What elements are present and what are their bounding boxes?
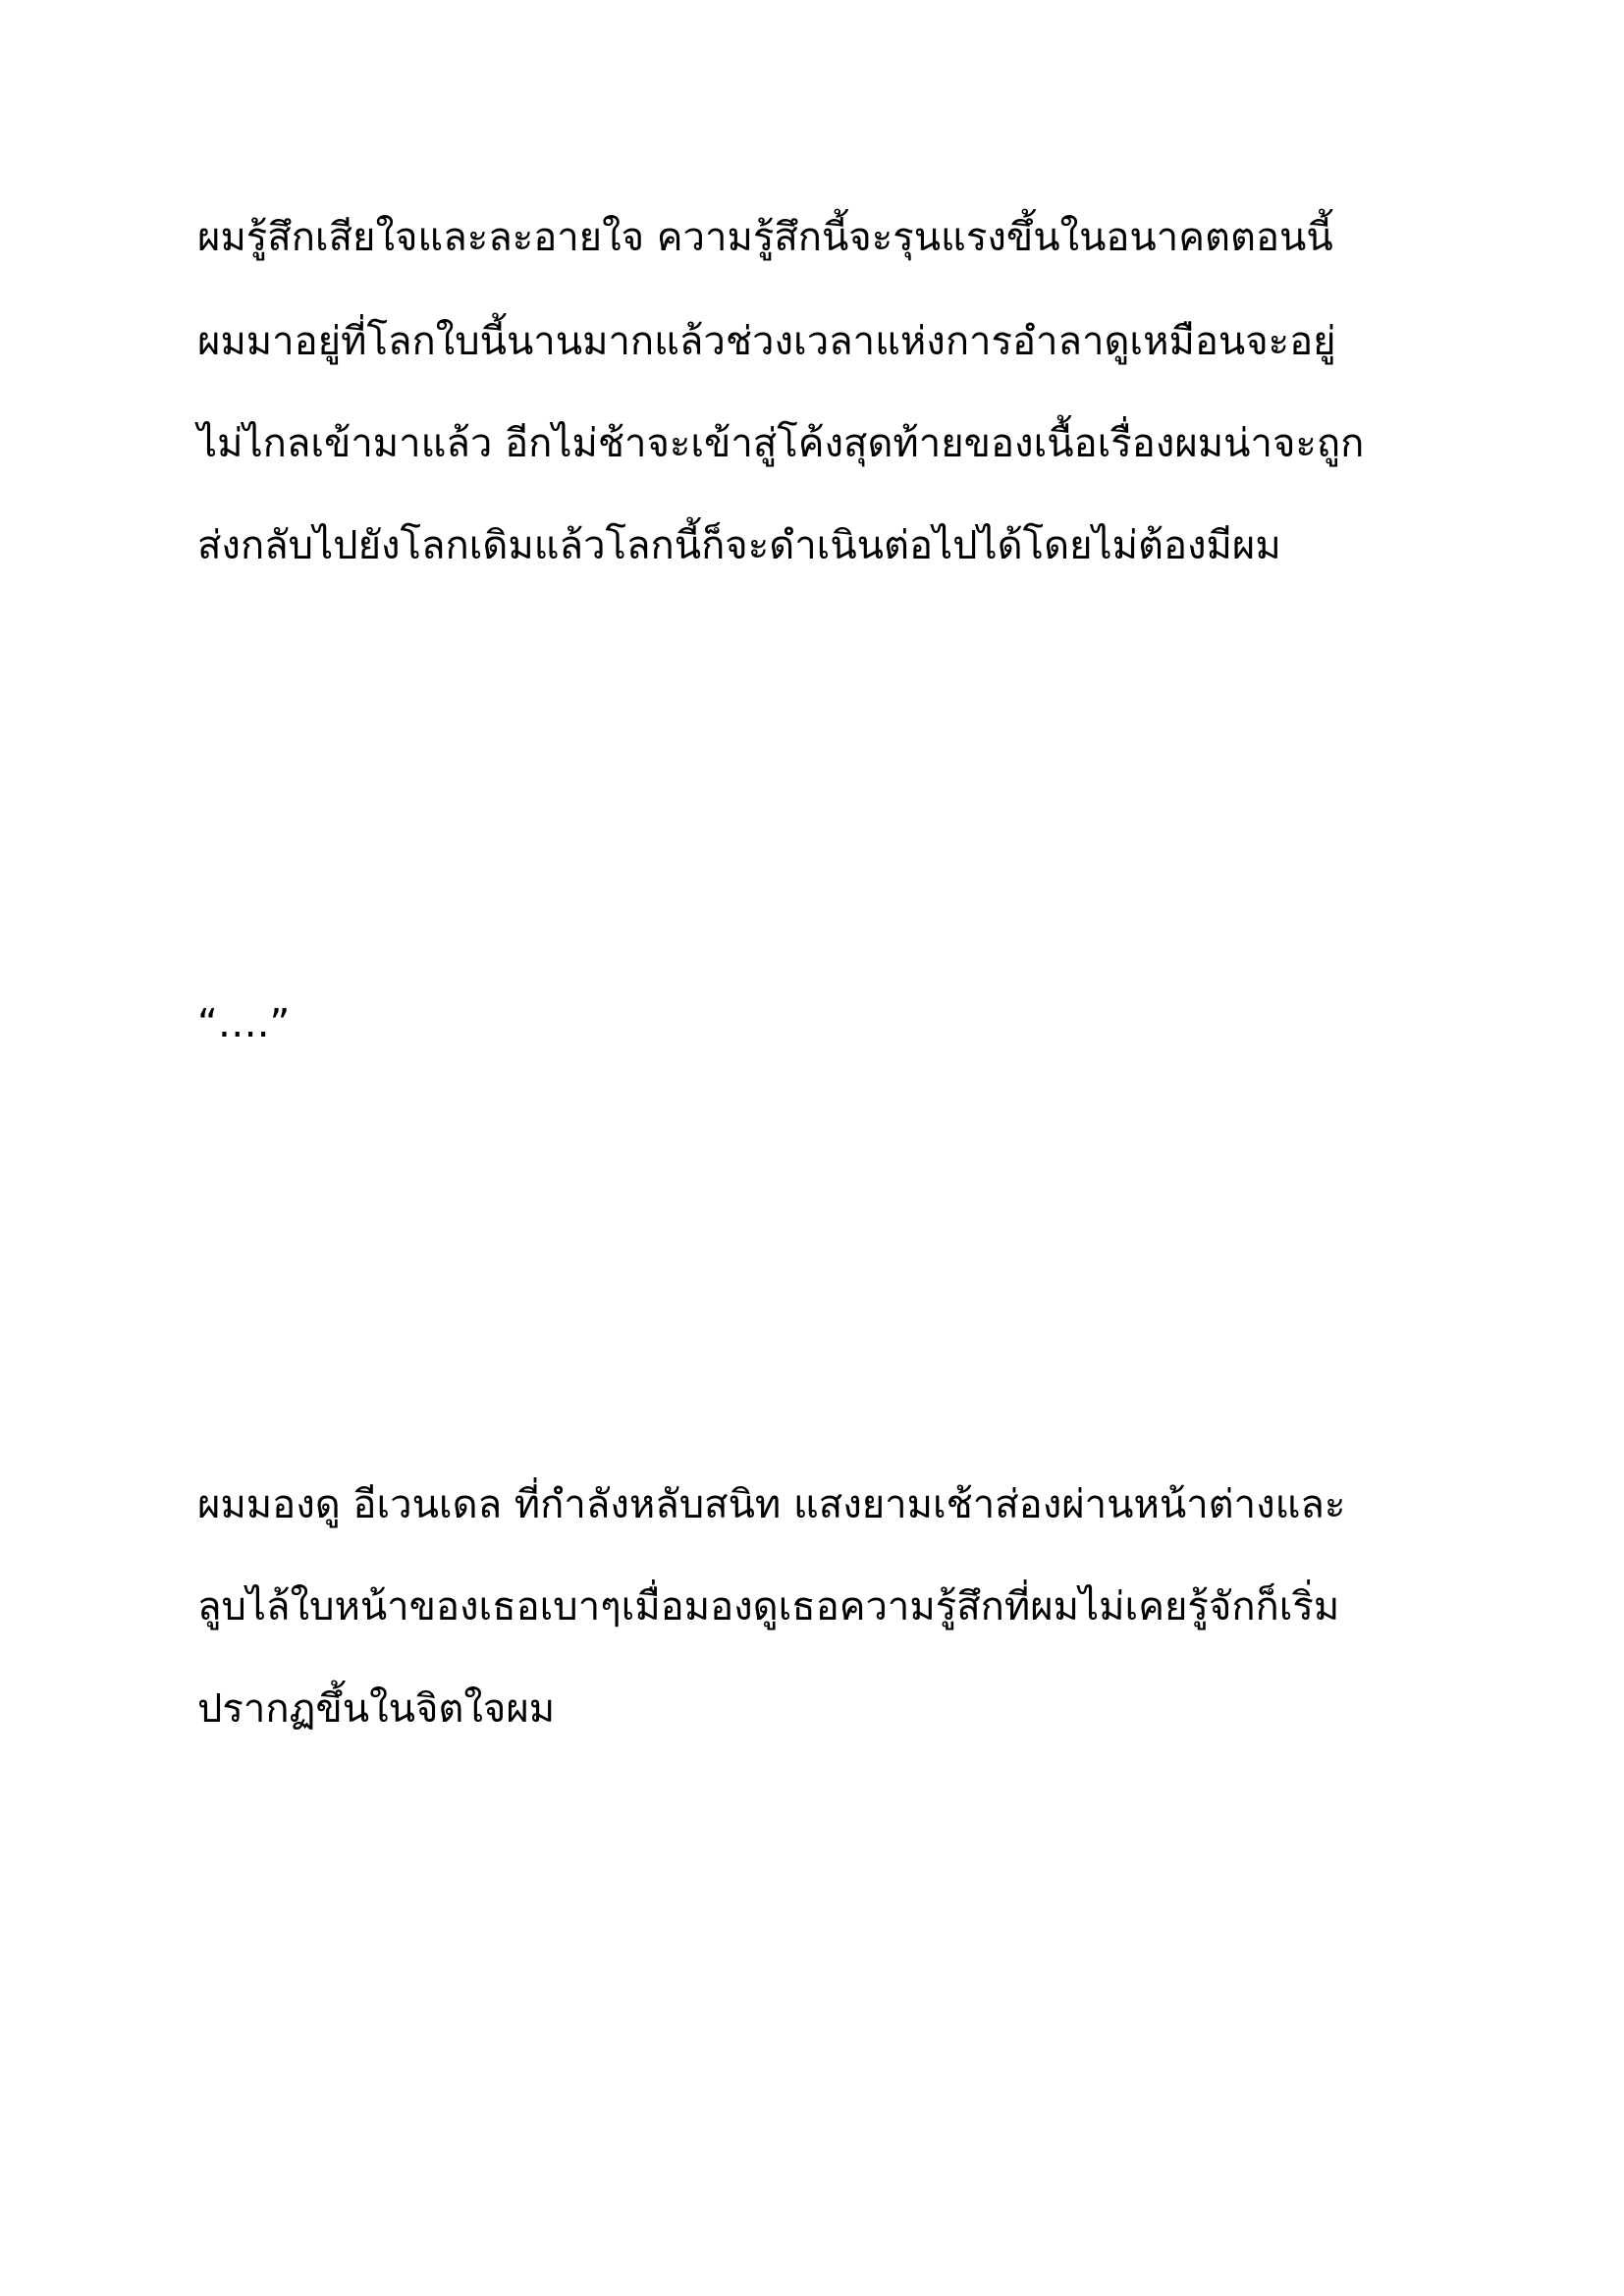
paragraph-2-line-3: ปรากฏขึ้นในจิตใจผม: [197, 1686, 556, 1732]
paragraph-2-line-2: ลูบไล้ใบหน้าของเธอเบาๆเมื่อมองดูเธอความรู้สึกที่ผมไม่เคยรู้จักก็เริ่ม: [197, 1584, 1340, 1629]
paragraph-1-line-1: ผมรู้สึกเสียใจและละอายใจ ความรู้สึกนี้จะรุนแรงขึ้นในอนาคตตอนนี้: [197, 215, 1333, 260]
dialogue-line: “….”: [197, 1001, 291, 1046]
paragraph-2-line-1: ผมมองดู อีเวนเดล ที่กำลังหลับสนิท แสงยามเช้าส่องผ่านหน้าต่างและ: [197, 1482, 1346, 1527]
paragraph-1-line-3: ไม่ไกลเข้ามาแล้ว อีกไม่ช้าจะเข้าสู่โค้งสุดท้ายของเนื้อเรื่องผมน่าจะถูก: [197, 421, 1365, 466]
paragraph-1-line-2: ผมมาอยู่ที่โลกใบนี้นานมากแล้วช่วงเวลาแห่งการอำลาดูเหมือนจะอยู่: [197, 319, 1336, 364]
paragraph-1-line-4: ส่งกลับไปยังโลกเดิมแล้วโลกนี้ก็จะดำเนินต่อไปได้โดยไม่ต้องมีผม: [197, 523, 1281, 568]
